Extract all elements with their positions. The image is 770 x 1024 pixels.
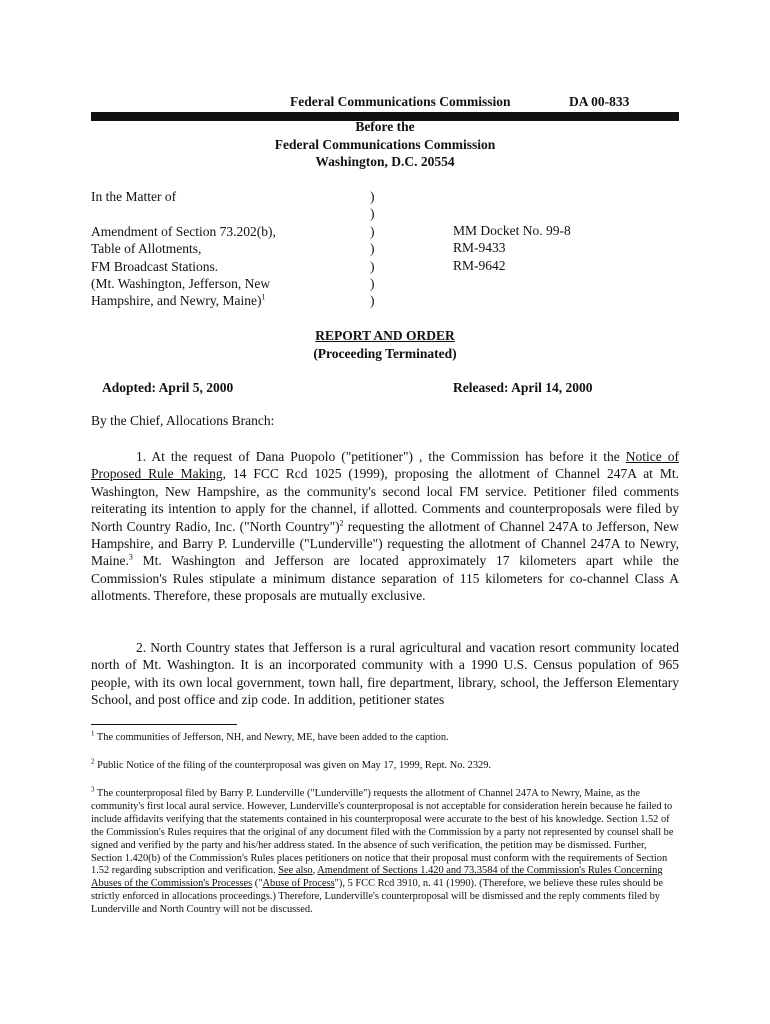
salutation: By the Chief, Allocations Branch: <box>91 413 275 428</box>
released-date: Released: April 14, 2000 <box>453 380 593 395</box>
report-subtitle: (Proceeding Terminated) <box>313 346 457 361</box>
adopted-date: Adopted: April 5, 2000 <box>102 380 234 395</box>
docket-numbers <box>453 222 673 274</box>
header-doc-number: DA 00-833 <box>569 94 630 109</box>
matter-parentheses: ) ) ) ) ) ) ) <box>370 189 375 309</box>
rm-number: RM-9433 <box>453 240 506 256</box>
header-agency: Federal Communications Commission <box>290 94 511 109</box>
in-the-matter: In the Matter of <box>91 189 177 204</box>
case-short-name: Abuse of Process <box>262 878 335 890</box>
docket-number: MM Docket No. 99-8 <box>453 223 571 238</box>
report-title: REPORT AND ORDER <box>315 328 455 343</box>
case-citation: Amendment of Sections 1.420 and 73.3584 of the Commission's Rules Concerning Abuses of the Commission's Processes <box>91 865 663 890</box>
document-title <box>0 327 770 363</box>
matter-line: FM Broadcast Stations. <box>91 258 219 274</box>
matter-line-last: Hampshire, and Newry, Maine)$^1$ <box>91 292 266 309</box>
paragraph-1: 1. At the request of Dana Puopolo ("petitioner") , the Commission has before it the Notice of Proposed Rule Making, 14 FCC Rcd 1025 (1999), proposing the allotment of Channel 247A at Mt. Washington, New Hampshire, as the community's second local FM service. Petitioner filed comments reiterating its intention to apply for the channel, if allotted. Comments and counterproposals were filed by North Country Radio, Inc. ("North Country")$^2$ requesting the allotment of Channel 247A to Jefferson, New Hampshire, and Barry P. Lunderville ("Lunderville") requesting the allotment of Channel 247A to Newry, Maine.$^3$ Mt. Washington and Jefferson are located approximately 17 kilometers apart while the Commission's Rules stipulate a minimum distance separation of 115 kilometers for co-channel Class A allotments. Therefore, these proposals are mutually exclusive. <box>91 449 680 604</box>
footnote-3: $^3$ The counterproposal filed by Barry P. Lunderville ("Lunderville") requests the allotment of Channel 247A to Newry, Maine, as the community's first local aural service. However, Lunderville's counterproposal is not acceptable for consideration herein because he failed to include affidavits verifying that the statements contained in his counterproposal were accurate to the best of his knowledge. Section 1.52 of the Commission's Rules requires that the original of any document filed with the Commission by a party not represented by counsel shall be signed and verified by the party and his/her address stated. In the absence of such verification, the petition may be dismissed. Further, Section 1.420(b) of the Commission's Rules places petitioners on notice that their proposal must conform with the requirements of Section 1.52 regarding subscription and verification. See also, Amendment of Sections 1.420 and 73.3584 of the Commission's Rules Concerning Abuses of the Commission's Processes ("Abuse of Process"), 5 FCC Rcd 3910, n. 41 (1990). (Therefore, we believe these rules should be strictly enforced in allocations proceedings.) Therefore, Lunderville's counterproposal will be dismissed and the reply comments filed by Lunderville and North Country will not be discussed. <box>91 785 674 916</box>
rm-number: RM-9642 <box>453 257 506 273</box>
paragraph-2: 2. North Country states that Jefferson is a rural agricultural and vacation resort community located north of Mt. Washington. It is an incorporated community with a 1990 U.S. Census population of 965 people, with its own local government, town hall, fire department, library, school, the Jefferson Elementary School, and post office and zip code. In addition, petitioner states <box>91 640 679 708</box>
nprm-citation: Notice of Proposed Rule Making <box>91 449 680 482</box>
matter-description <box>91 188 351 310</box>
caption-commission: Federal Communications Commission <box>274 136 496 152</box>
footnote-ref-3: 3 <box>128 552 133 562</box>
footnote-2: $^2$ Public Notice of the filing of the counterproposal was given on May 17, 1999, Rept. No. 2329. <box>91 757 492 771</box>
caption-block <box>0 118 770 171</box>
matter-line: Amendment of Section 73.202(b), <box>91 223 276 239</box>
see-also-signal: See also <box>278 865 313 877</box>
caption-location: Washington, D.C. 20554 <box>315 154 455 169</box>
matter-line: Table of Allotments, <box>91 241 202 257</box>
footnote-ref-1: 1 <box>261 292 266 302</box>
caption-before: Before the <box>355 119 415 134</box>
footnote-ref-2: 2 <box>339 518 344 528</box>
footnote-separator <box>91 724 237 725</box>
footnote-1: $^1$ The communities of Jefferson, NH, and Newry, ME, have been added to the caption. <box>91 729 449 743</box>
matter-line: (Mt. Washington, Jefferson, New <box>91 276 271 292</box>
